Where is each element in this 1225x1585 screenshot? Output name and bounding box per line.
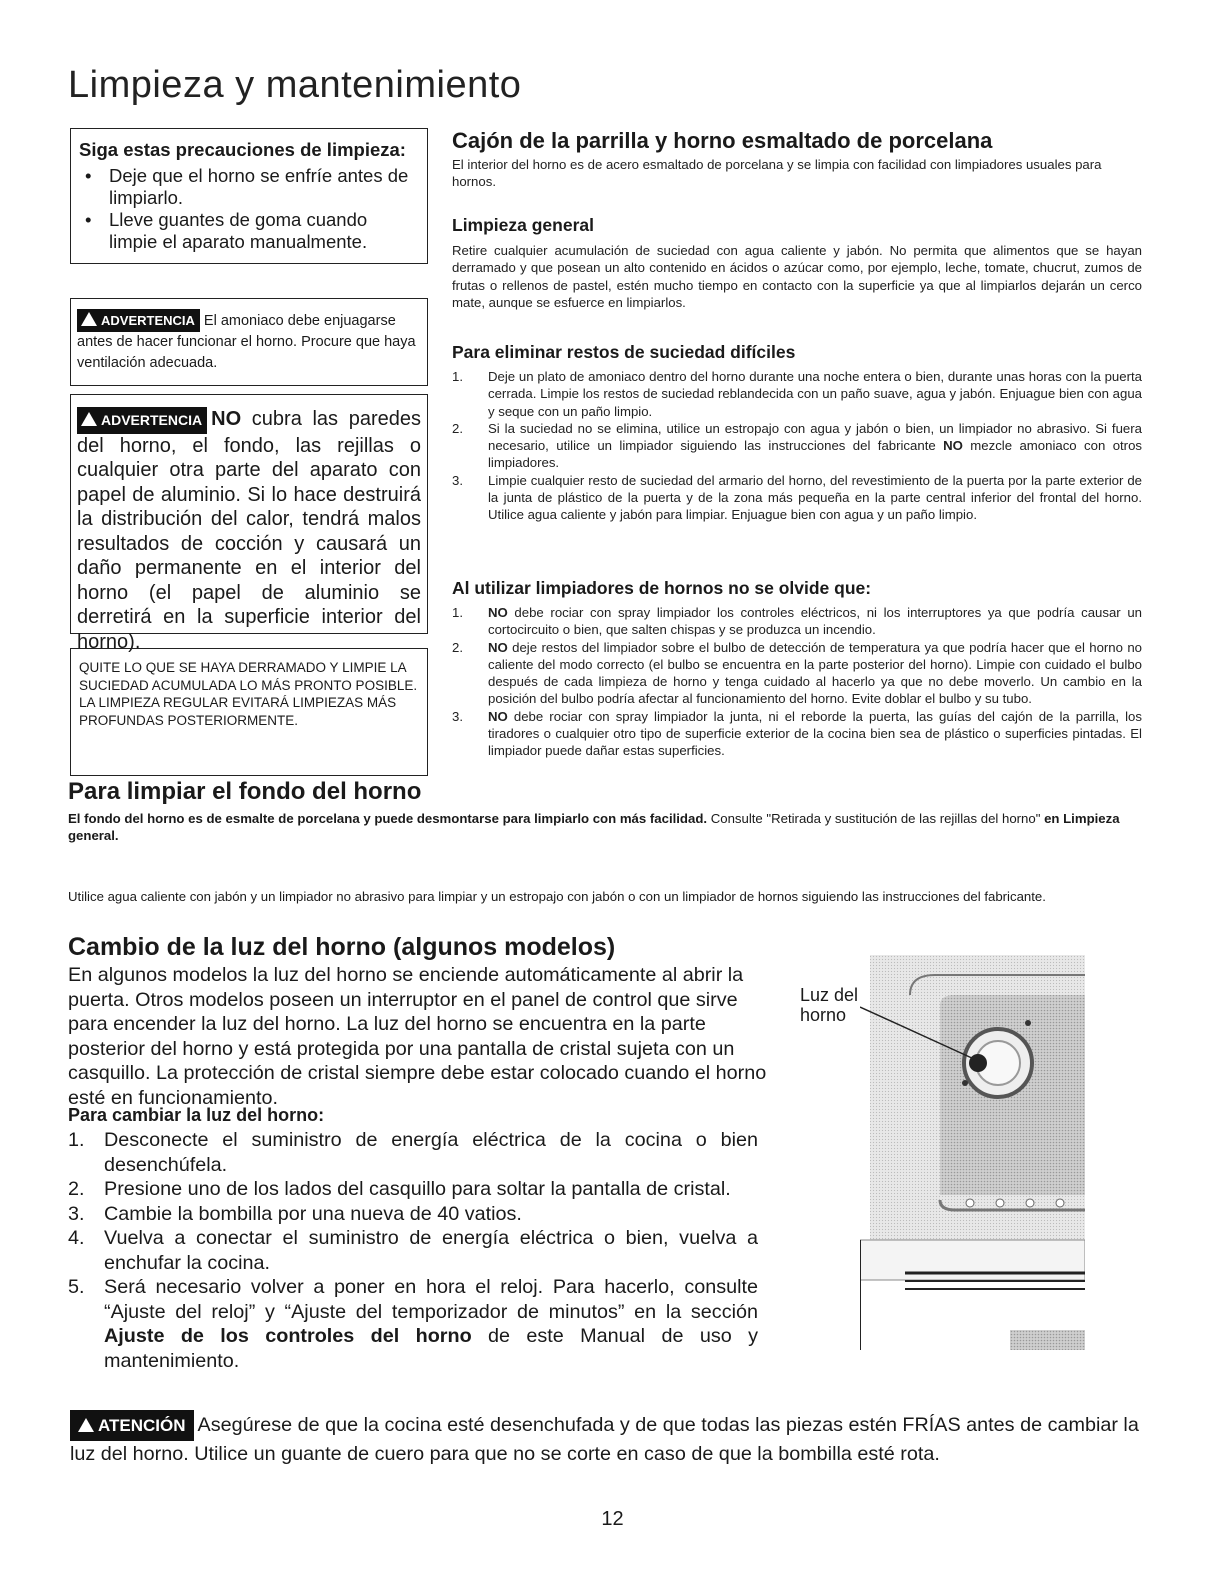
warning-badge-label: ADVERTENCIA [101,313,195,328]
warning-badge-label: ADVERTENCIA [101,412,203,428]
item-number: 1. [68,1129,85,1151]
list-item [68,1275,758,1373]
light-bulb-dot [969,1054,987,1072]
warning-foil-box [70,394,428,653]
list-item [452,639,1142,708]
item-text: Limpie cualquier resto de suciedad del armario del horno, del revestimiento de la puerta por la parte exterior de la junta de plástico de la puerta y de la zona más pequeña en la parte central inferior del frontal del horno. Utilice agua caliente y jabón para limpiar. Enjuague bien con agua y un paño limpio. [488,472,1142,523]
oven-light-intro: En algunos modelos la luz del horno se enciende automáticamente al abrir la puerta. Otros modelos poseen un interruptor en el panel de control que sirve para encender la luz del horno. La luz del horno se encuentra en la parte posterior del horno y está protegida por una pantalla de cristal sujeta con un casquillo. La protección de cristal siempre debe estar colocado cuando el horno esté en funcionamiento. [68,964,767,1109]
subheading-cleaners: Al utilizar limpiadores de hornos no se olvide que: [452,578,872,598]
warning-badge [77,407,207,434]
item-text: debe rociar con spray limpiador la junta, ni el reborde la puerta, las guías del cajón de la parrilla, los tiradores o cualquier otro tipo de superficie exterior de la cocina bien sea de plástico o superficies pintadas. El limpiador puede dañar estas superficies. [488,708,1142,759]
bold-text: El fondo del horno es de esmalte de porcelana y puede desmontarse para limpiarlo con más facilidad. [68,811,708,826]
cleaners-list [452,604,1142,760]
precautions-heading: Siga estas precauciones de limpieza: [79,139,406,160]
list-item [452,604,1142,639]
list-item [452,368,1142,420]
item-text: Desconecte el suministro de energía eléctrica de la cocina o bien desenchúfela. [104,1129,758,1176]
item-number: 1. [452,369,463,384]
list-item [68,1128,758,1177]
list-item [452,472,1142,524]
item-number: 3. [452,472,463,488]
list-item [452,420,1142,472]
item-number: 4. [68,1227,85,1249]
warning-text: El amoniaco debe enjuagarse antes de hacer funcionar el horno. Procure que haya ventilación adecuada. [77,313,416,371]
section-heading-oven-bottom: Para limpiar el fondo del horno [68,778,422,805]
porcelain-intro: El interior del horno es de acero esmaltado de porcelana y se limpia con facilidad con limpiadores usuales para hornos. [452,157,1102,190]
steps-heading: Para cambiar la luz del horno: [68,1105,325,1125]
item-bold: NO [488,605,508,620]
difficult-list [452,368,1142,524]
item-text: Deje un plato de amoniaco dentro del horno durante una noche entera o bien, durante unas horas con la puerta cerrada. Limpie los restos de suciedad reblandecida con un paño suave, agua y jabón. Enjuague bien con agua y seque con un paño limpio. [488,369,1142,419]
precautions-box [70,128,428,264]
oven-light-illustration [860,955,1085,1350]
warning-lead: NO [211,408,242,430]
warning-triangle-icon [78,1418,94,1432]
precautions-list [79,165,419,253]
oven-bottom-text-2: Utilice agua caliente con jabón y un limpiador no abrasivo para limpiar y un estropajo con jabón o con un limpiador de hornos siguiendo las instrucciones del fabricante. [68,889,1046,904]
item-text: deje restos del limpiador sobre el bulbo de detección de temperatura ya que podría hacer que el horno no caliente del modo correcto (el bulbo se encuentra en la parte posterior del horno). Limpie con cuidado el bulbo después de cada limpieza de horno y tenga cuidado al hacerlo ya que no debe moverlo. Un cambio en la posición del bulbo podría afectar al funcionamiento del horno. Evite doblar el bulbo y su tubo. [488,639,1142,707]
item-text: Cambie la bombilla por una nueva de 40 vatios. [104,1202,522,1225]
figure-label: Luz del horno [800,985,859,1025]
item-text: Vuelva a conectar el suministro de energía eléctrica o bien, vuelva a enchufar la cocina. [104,1227,758,1274]
list-item: • Lleve guantes de goma cuando limpie el aparato manualmente. [79,209,419,253]
page-title: Limpieza y mantenimiento [68,64,522,106]
caution-note [70,1410,1150,1468]
notice-line: LA LIMPIEZA REGULAR EVITARÁ LIMPIEZAS MÁS PROFUNDAS POSTERIORMENTE. [79,695,397,728]
warning-triangle-icon [81,412,97,426]
warning-badge [77,309,200,332]
item-bold: NO [488,708,508,724]
item-number: 1. [452,605,463,620]
item-text: Si la suciedad no se elimina, utilice un estropajo con agua y jabón o bien, un limpiador no abrasivo. Si fuera necesario, utilice un limpiador siguiendo las instrucciones del fabricante [488,420,1142,454]
caution-text: Asegúrese de que la cocina esté desenchufada y de que todas las piezas estén FRÍAS antes de cambiar la luz del horno. Utilice un guante de cuero para que no se corte en caso de que la bombilla esté rota. [70,1414,1139,1465]
item-bold: NO [488,639,508,655]
item-number: 2. [452,639,463,655]
item-number: 2. [68,1178,85,1200]
page-number: 12 [601,1508,624,1530]
item-text: mezcle amoniaco con otros limpiadores. [488,438,1143,471]
warning-text: cubra las paredes del horno, el fondo, las rejillas o cualquier otra parte del aparato con papel de aluminio. Si lo hace destruirá la distribución del calor, tendrá malos resultados de cocción y causará un daño permanente en el interior del horno (el papel de aluminio se derretirá en la superficie interior del horno). [77,408,421,653]
general-text: Retire cualquier acumulación de suciedad con agua caliente y jabón. No permita que alimentos que se hayan derramado y que posean un alto contenido en ácidos o azúcar como, por ejemplo, leche, tomate, chucrut, zumos de frutas o rellenos de pastel, estén mucho tiempo en contacto con la superficie ya que al limpiarlos dejarán un cerco mate, aunque se esfuerce en limpiarlos. [452,243,1142,310]
steps-list [68,1128,758,1373]
item-number: 3. [68,1202,85,1225]
body-text: Consulte "Retirada y sustitución de las rejillas del horno" [707,811,1045,826]
section-heading-porcelain: Cajón de la parrilla y horno esmaltado de porcelana [452,128,993,153]
item-bold: Ajuste de los controles del horno [104,1325,472,1347]
item-text: Será necesario volver a poner en hora el reloj. Para hacerlo, consulte “Ajuste del reloj” y “Ajuste del temporizador de minutos” en la sección [104,1276,758,1323]
bold-text: en Limpieza general. [68,811,1120,844]
oven-bottom-text [68,810,1143,845]
item-bold: NO [943,438,963,454]
caution-badge-label: ATENCIÓN [98,1416,186,1435]
list-item [68,1202,758,1227]
warning-ammonia-box [70,298,428,386]
notice-line: QUITE LO QUE SE HAYA DERRAMADO Y LIMPIE LA SUCIEDAD ACUMULADA LO MÁS PRONTO POSIBLE. [79,660,418,693]
item-number: 3. [452,708,463,724]
list-item [68,1177,758,1202]
item-text: debe rociar con spray limpiador los controles eléctricos, ni los interruptores ya que podría causar un cortocircuito o bien, que salten chispas y se produzca un incendio. [488,605,1142,638]
warning-triangle-icon [81,312,97,326]
section-heading-oven-light: Cambio de la luz del horno (algunos modelos) [68,933,616,961]
list-item [452,708,1142,760]
list-item: • Deje que el horno se enfríe antes de limpiarlo. [79,165,419,209]
item-text: de este Manual de uso y mantenimiento. [104,1325,758,1372]
notice-box [70,648,428,776]
list-item [68,1226,758,1275]
item-number: 5. [68,1276,85,1298]
item-number: 2. [452,420,463,436]
subheading-general: Limpieza general [452,215,594,235]
subheading-difficult: Para eliminar restos de suciedad difíciles [452,342,796,362]
item-text: Presione uno de los lados del casquillo para soltar la pantalla de cristal. [104,1178,731,1200]
caution-badge [70,1410,194,1441]
